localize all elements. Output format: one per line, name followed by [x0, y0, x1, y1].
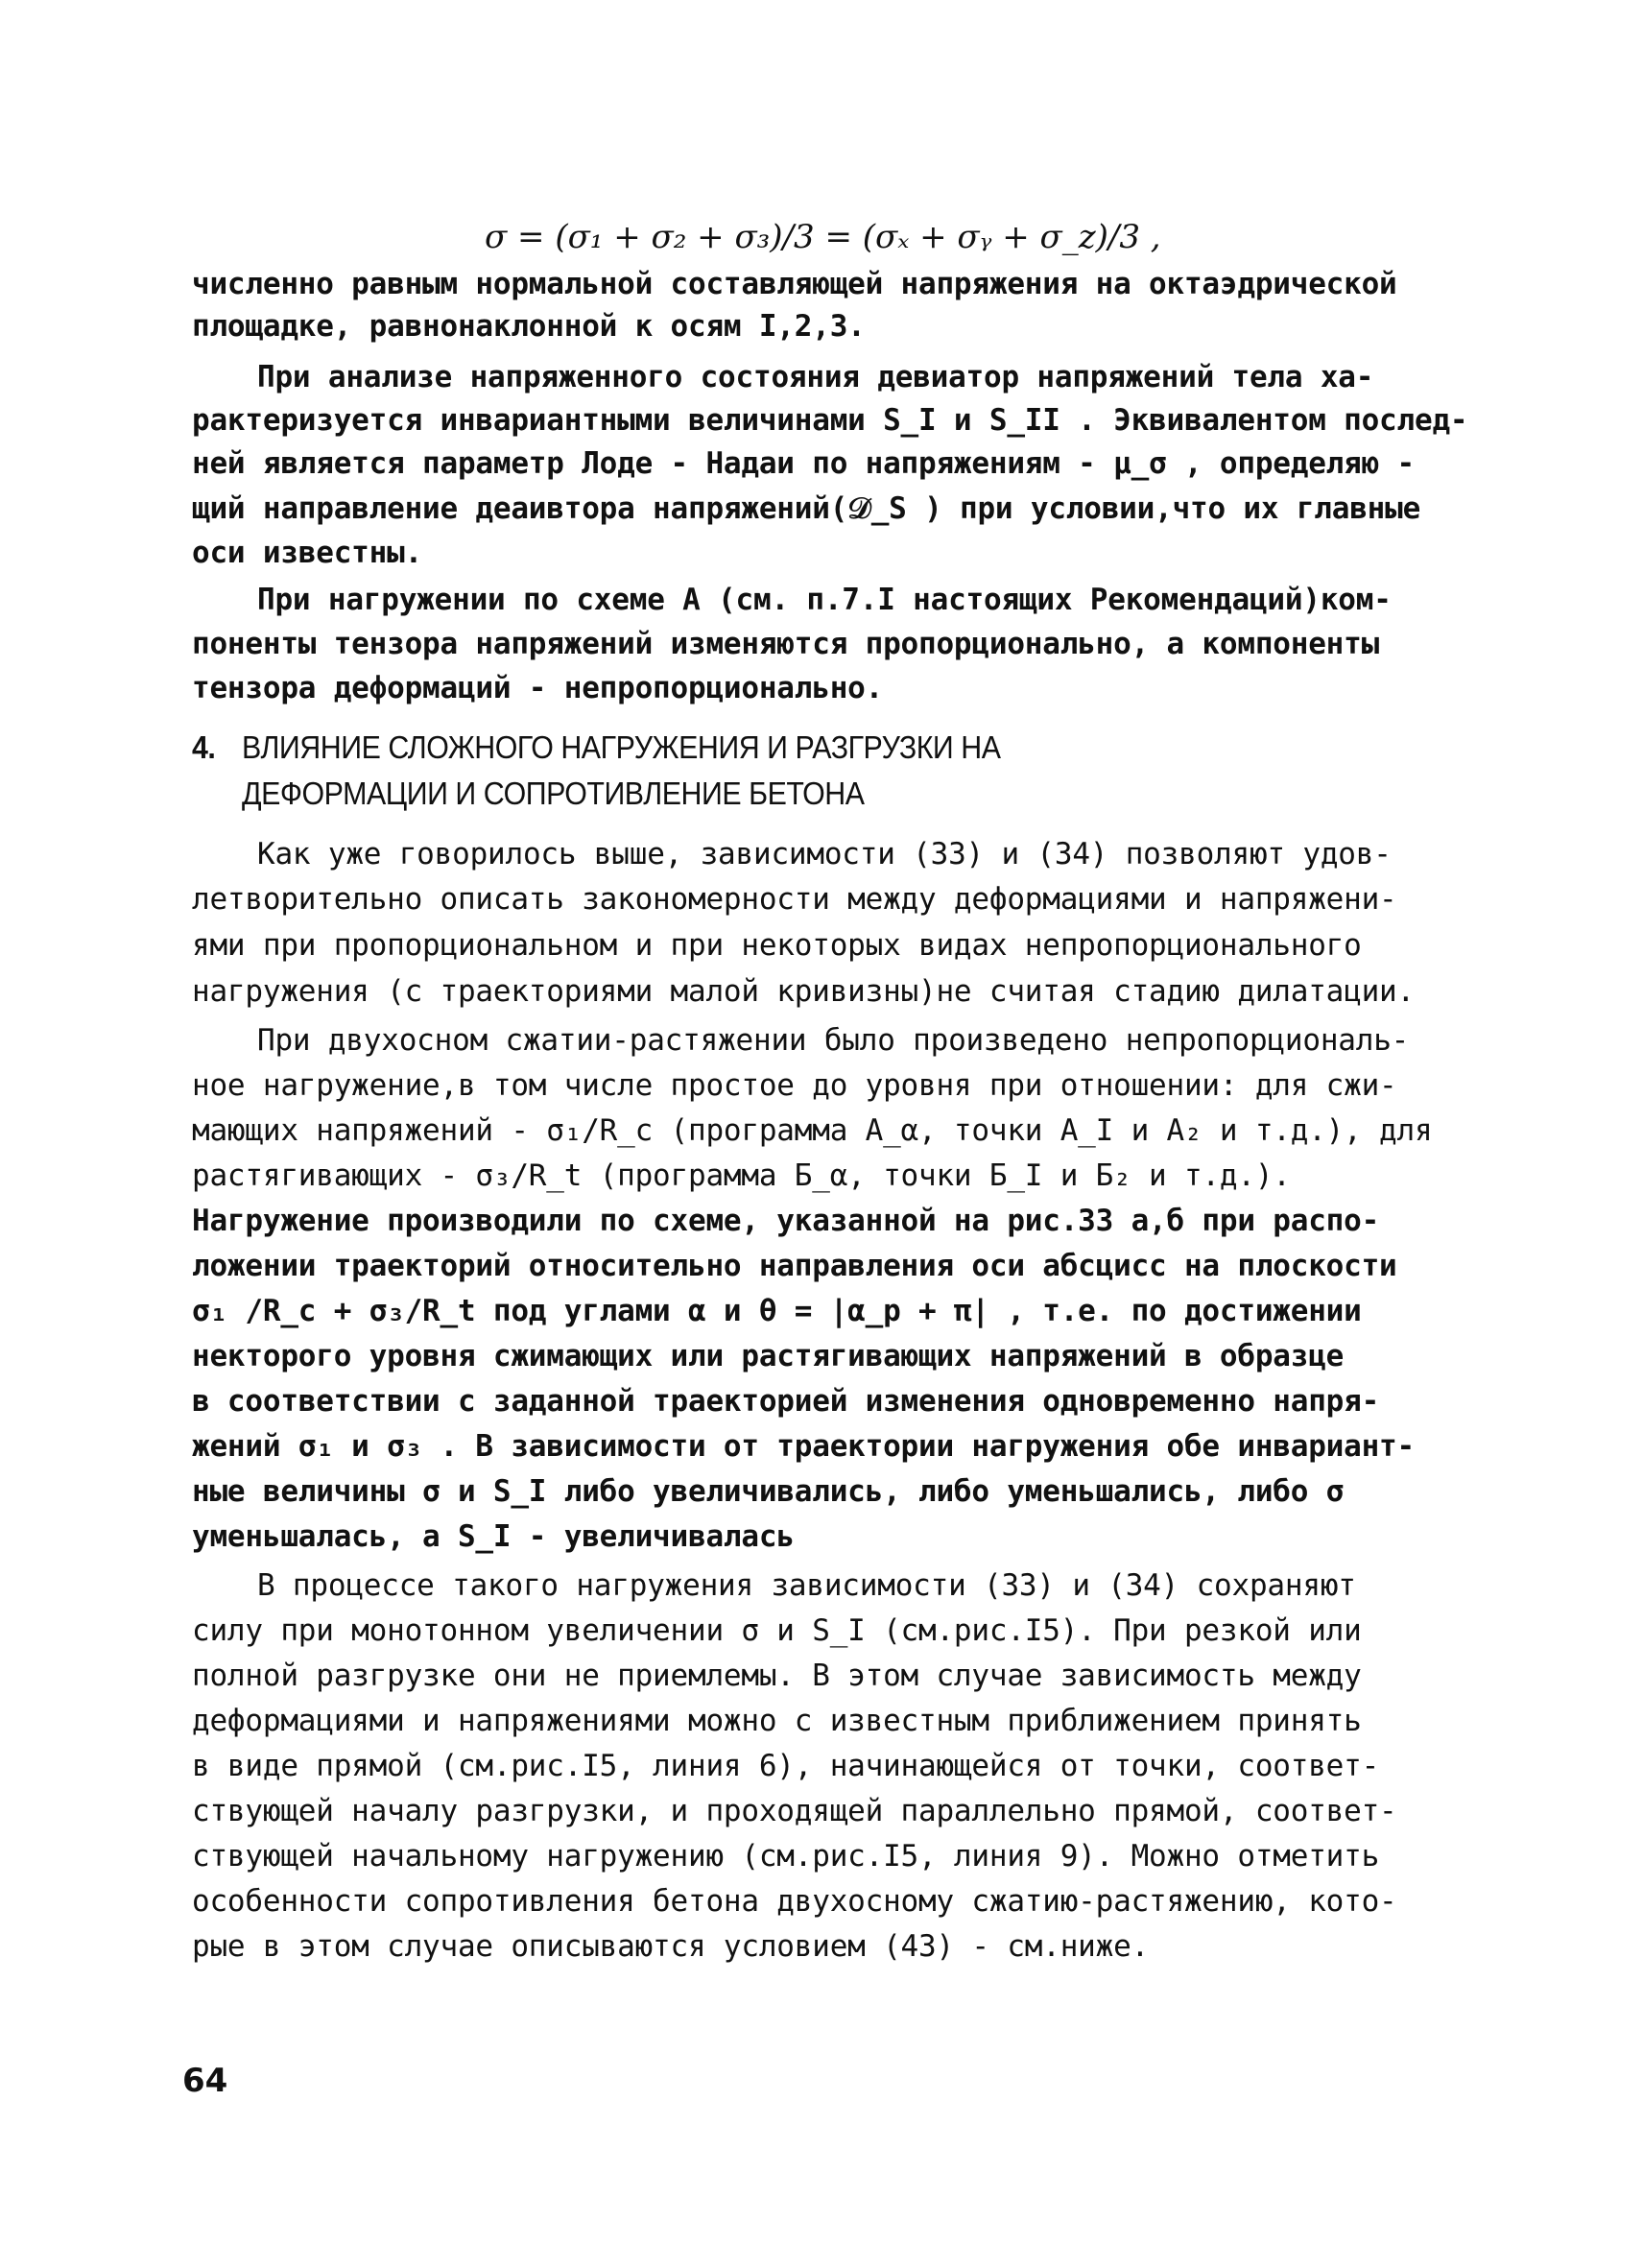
text-line: в соответствии с заданной траекторией изменения одновременно напря-	[192, 1384, 1380, 1419]
text-line: рые в этом случае описываются условием (43) - см.ниже.	[192, 1929, 1150, 1964]
text-line: ней является параметр Лоде - Надаи по напряжениям - μ_σ , определяю -	[192, 446, 1415, 481]
text-line: растягивающих - σ₃/R_t (программа Б_α, точки Б_I и Б₂ и т.д.).	[192, 1158, 1291, 1193]
text-line: рактеризуется инвариантными величинами S_I и S_II . Эквивалентом послед-	[192, 403, 1468, 438]
text-line: летворительно описать закономерности между деформациями и напряжени-	[192, 882, 1397, 917]
text-line: нагружения (с траекториями малой кривизны)не считая стадию дилатации.	[192, 974, 1415, 1009]
text-line: площадке, равнонаклонной к осям I,2,3.	[192, 309, 866, 344]
section-heading: ДЕФОРМАЦИИ И СОПРОТИВЛЕНИЕ БЕТОНА	[242, 776, 865, 811]
text-line: деформациями и напряжениями можно с известным приближением принять	[192, 1704, 1362, 1738]
text-line: оси известны.	[192, 536, 423, 570]
text-line: Нагружение производили по схеме, указанной на рис.33 а,б при распо-	[192, 1204, 1380, 1238]
text-line: ствующей начальному нагружению (см.рис.I5, линия 9). Можно отметить	[192, 1839, 1380, 1874]
text-line: полной разгрузке они не приемлемы. В этом случае зависимость между	[192, 1659, 1362, 1693]
text-line: Как уже говорилось выше, зависимости (33) и (34) позволяют удов-	[257, 837, 1392, 871]
formula-mean-stress: σ = (σ₁ + σ₂ + σ₃)/3 = (σₓ + σᵧ + σ_z)/3 ,	[485, 218, 1161, 256]
text-line: ное нагружение,в том числе простое до уровня при отношении: для сжи-	[192, 1068, 1397, 1103]
text-line: силу при монотонном увеличении σ и S_I (см.рис.I5). При резкой или	[192, 1613, 1362, 1648]
text-line: в виде прямой (см.рис.I5, линия 6), начинающейся от точки, соответ-	[192, 1749, 1380, 1783]
text-line: поненты тензора напряжений изменяются пропорционально, а компоненты	[192, 627, 1380, 661]
text-line: особенности сопротивления бетона двухосному сжатию-растяжению, кото-	[192, 1884, 1397, 1919]
section-heading-number: 4.	[192, 729, 216, 765]
text-line: мающих напряжений - σ₁/R_c (программа А_α, точки А_I и А₂ и т.д.), для	[192, 1113, 1433, 1148]
text-line: ствующей началу разгрузки, и проходящей параллельно прямой, соответ-	[192, 1794, 1397, 1828]
text-line: ные величины σ и S_I либо увеличивались, либо уменьшались, либо σ	[192, 1474, 1345, 1509]
text-line: ложении траекторий относительно направления оси абсцисс на плоскости	[192, 1249, 1397, 1283]
text-line: щий направление деаивтора напряжений(𝒟_S ) при условии,что их главные	[192, 491, 1421, 526]
text-line: жений σ₁ и σ₃ . В зависимости от траектории нагружения обе инвариант-	[192, 1429, 1415, 1464]
text-line: При анализе напряженного состояния девиатор напряжений тела ха-	[257, 360, 1374, 394]
text-line: уменьшалась, а S_I - увеличивалась	[192, 1519, 795, 1554]
text-line: тензора деформаций - непропорционально.	[192, 671, 884, 705]
section-heading: ВЛИЯНИЕ СЛОЖНОГО НАГРУЖЕНИЯ И РАЗГРУЗКИ НА	[242, 729, 1001, 765]
text-line: численно равным нормальной составляющей напряжения на октаэдрической	[192, 267, 1397, 301]
text-line: При двухосном сжатии-растяжении было произведено непропорциональ-	[257, 1023, 1410, 1058]
page-number: 64	[182, 2062, 228, 2100]
text-line: При нагружении по схеме А (см. п.7.I настоящих Рекомендаций)ком-	[257, 583, 1392, 617]
text-line: В процессе такого нагружения зависимости (33) и (34) сохраняют	[257, 1568, 1356, 1603]
text-line: ями при пропорциональном и при некоторых видах непропорционального	[192, 928, 1362, 963]
text-line: некторого уровня сжимающих или растягивающих напряжений в образце	[192, 1339, 1345, 1373]
text-line: σ₁ /R_c + σ₃/R_t под углами α и θ = |α_p + π| , т.е. по достижении	[192, 1294, 1362, 1328]
